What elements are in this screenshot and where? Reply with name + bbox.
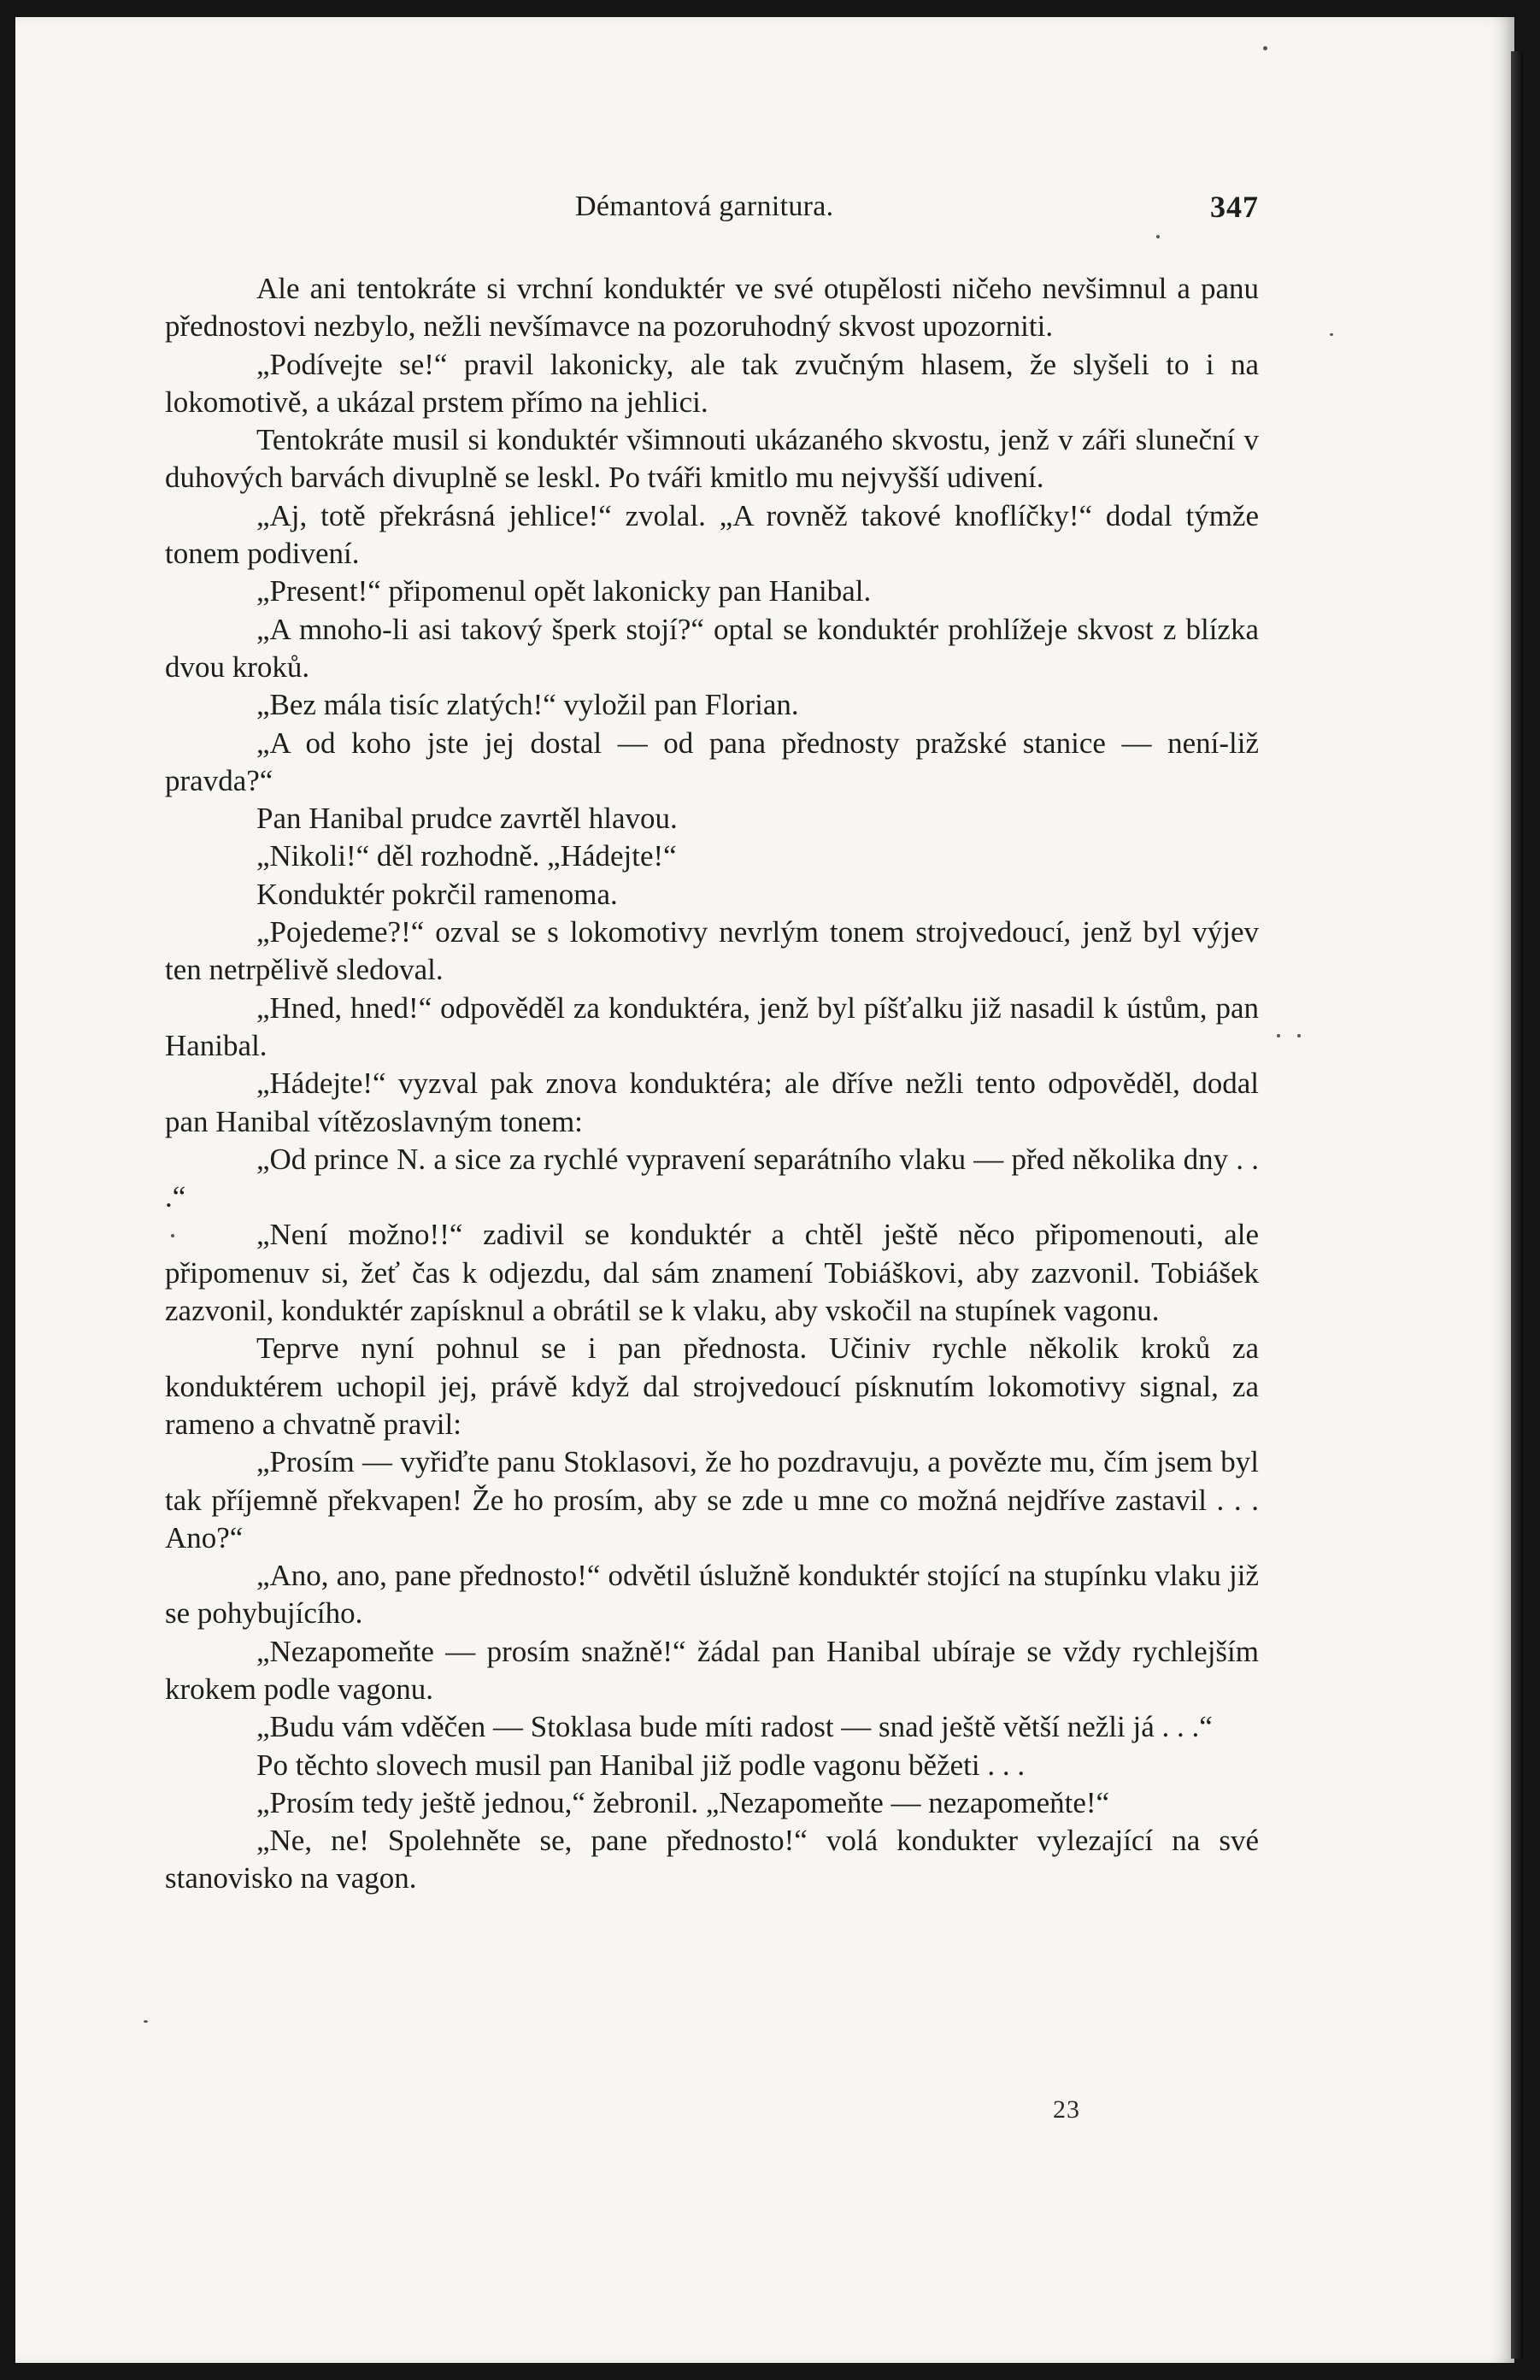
page-number: 347	[1210, 190, 1259, 224]
page-text-block	[165, 181, 1259, 1898]
running-head	[165, 181, 1259, 232]
paragraph: „Aj, totě překrásná jehlice!“ zvolal. „A rovněž takové knoflíčky!“ dodal týmže tonem podivení.	[165, 498, 1259, 571]
paragraph: „A mnoho-li asi takový šperk stojí?“ optal se konduktér prohlížeje skvost z blízka dvou kroků.	[165, 612, 1259, 684]
paragraph: „Present!“ připomenul opět lakonicky pan Hanibal.	[256, 574, 872, 608]
paragraph: „Prosím tedy ještě jednou,“ žebronil. „Nezapomeňte — nezapomeňte!“	[256, 1785, 1110, 1819]
paragraph: „Hned, hned!“ odpověděl za konduktéra, jenž byl píšťalku již nasadil k ústům, pan Hanibal.	[165, 990, 1259, 1062]
signature-mark: 23	[1053, 2095, 1080, 2124]
ink-speck	[1277, 1034, 1280, 1037]
ink-speck	[1330, 333, 1333, 336]
paragraph: „Není možno!!“ zadivil se konduktér a chtěl ještě něco připomenouti, ale připomenuv si, žeť čas k odjezdu, dal sám znamení Tobiáškovi, aby zazvonil. Tobiášek zazvonil, konduktér zapísknul a obrátil se k vlaku, aby vskočil na stupínek vagonu.	[165, 1218, 1259, 1328]
paragraph: „Nikoli!“ děl rozhodně. „Hádejte!“	[256, 839, 677, 873]
paragraph: „Ano, ano, pane přednosto!“ odvětil úslužně konduktér stojící na stupínku vlaku již se pohybujícího.	[165, 1559, 1259, 1631]
paragraph: Teprve nyní pohnul se i pan přednosta. Učiniv rychle několik kroků za konduktérem uchopil jej, právě když dal strojvedoucí písknutím lokomotivy signal, za rameno a chvatně pravil:	[165, 1331, 1259, 1441]
paragraph: „Ne, ne! Spolehněte se, pane přednosto!“ volá kondukter vylezající na své stanovisko na vagon.	[165, 1824, 1259, 1895]
paragraph: Pan Hanibal prudce zavrtěl hlavou.	[256, 802, 678, 836]
chapter-title: Démantová garnitura.	[575, 191, 834, 222]
paragraph: Tentokráte musil si konduktér všimnouti ukázaného skvostu, jenž v záři sluneční v duhových barvách divuplně se leskl. Po tváři kmitlo mu nejvyšší udivení.	[165, 423, 1259, 495]
paragraph: „Budu vám vděčen — Stoklasa bude míti radost — snad ještě větší nežli já . . .“	[256, 1710, 1213, 1744]
ink-speck	[1297, 1034, 1301, 1037]
ink-speck	[144, 2020, 148, 2023]
paragraph: „Pojedeme?!“ ozval se s lokomotivy nevrlým tonem strojvedoucí, jenž byl výjev ten netrpělivě sledoval.	[165, 915, 1259, 987]
paragraph: Po těchto slovech musil pan Hanibal již podle vagonu běžeti . . .	[256, 1748, 1026, 1782]
paragraph: Ale ani tentokráte si vrchní konduktér ve své otupělosti ničeho nevšimnul a panu přednostovi nezbylo, nežli nevšímavce na pozoruhodný skvost upozorniti.	[165, 272, 1259, 344]
paragraph: „Podívejte se!“ pravil lakonicky, ale tak zvučným hlasem, že slyšeli to i na lokomotivě, a ukázal prstem přímo na jehlici.	[165, 347, 1259, 419]
paragraph: Konduktér pokrčil ramenoma.	[256, 877, 618, 911]
ink-speck	[1263, 46, 1267, 50]
paragraph: „Prosím — vyřiďte panu Stoklasovi, že ho pozdravuju, a povězte mu, čím jsem byl tak příjemně překvapen! Že ho prosím, aby se zde u mne co možná nejdříve zastavil . . . Ano?“	[165, 1445, 1259, 1554]
paragraph: „A od koho jste jej dostal — od pana přednosty pražské stanice — není-liž pravda?“	[165, 726, 1259, 797]
body-text	[165, 270, 1259, 1898]
paragraph: „Nezapomeňte — prosím snažně!“ žádal pan Hanibal ubíraje se vždy rychlejším krokem podle vagonu.	[165, 1634, 1259, 1706]
paragraph: „Hádejte!“ vyzval pak znova konduktéra; ale dříve nežli tento odpověděl, dodal pan Hanibal vítězoslavným tonem:	[165, 1067, 1259, 1138]
book-spine-shadow	[1511, 51, 1523, 2359]
paragraph: „Bez mála tisíc zlatých!“ vyložil pan Florian.	[256, 688, 799, 722]
paragraph: „Od prince N. a sice za rychlé vypravení separátního vlaku — před několika dny . . .“	[165, 1142, 1259, 1214]
